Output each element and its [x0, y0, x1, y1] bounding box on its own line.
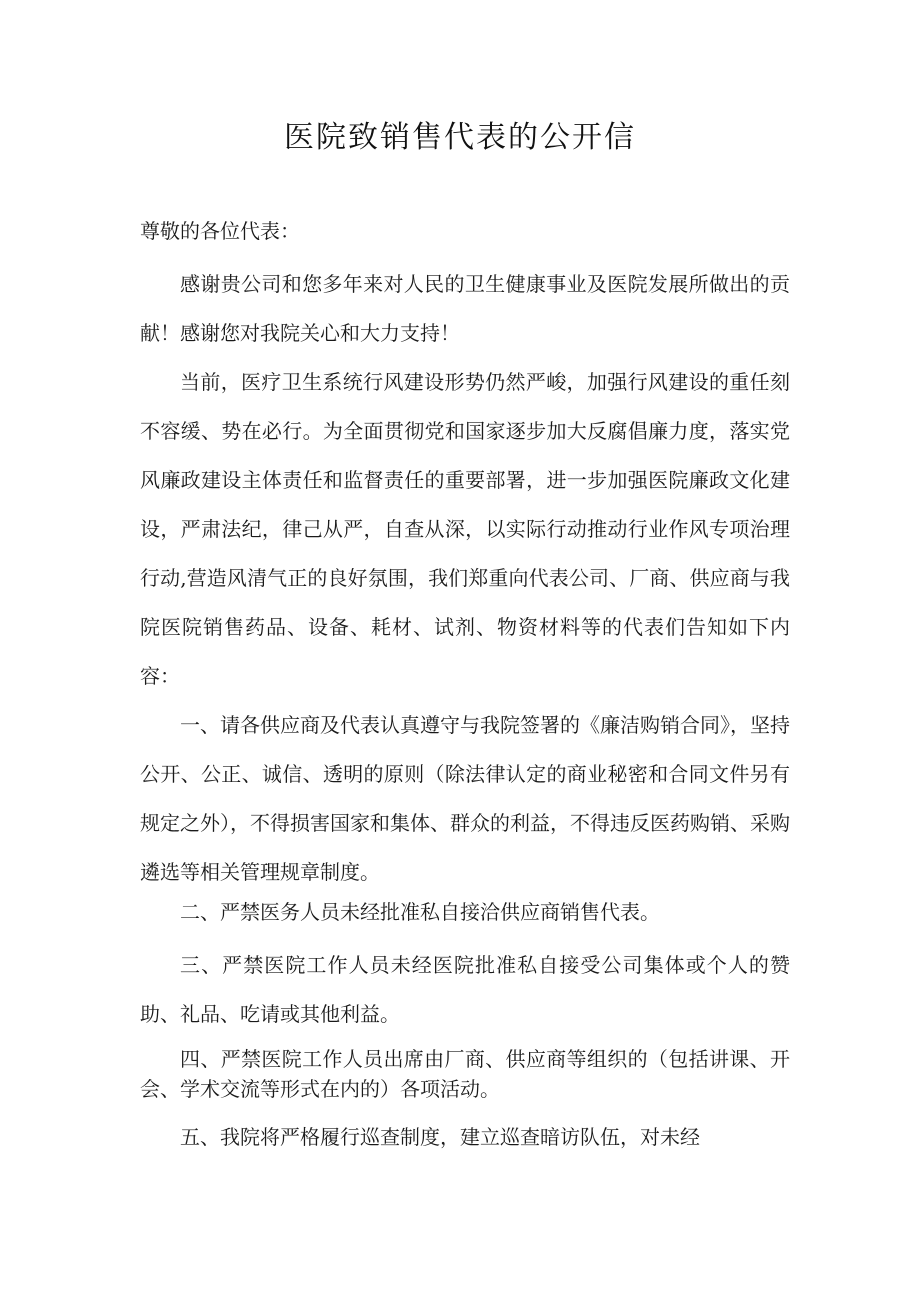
paragraph-item-5: 五、我院将严格履行巡查制度，建立巡查暗访队伍，对未经 [180, 1125, 700, 1149]
paragraph-item-1: 一、请各供应商及代表认真遵守与我院签署的《廉洁购销合同》，坚持公开、公正、诚信、透明的原则（除法律认定的商业秘密和合同文件另有规定之外），不得损害国家和集体、群众的利益，不得违反医药购销、采购遴选等相关管理规章制度。 [140, 713, 790, 884]
paragraph-item-3: 三、严禁医院工作人员未经医院批准私自接受公司集体或个人的赞助、礼品、吃请或其他利益。 [140, 953, 790, 1026]
paragraph-item-2: 二、严禁医务人员未经批准私自接洽供应商销售代表。 [180, 900, 660, 924]
paragraph-item-4: 四、严禁医院工作人员出席由厂商、供应商等组织的（包括讲课、开会、学术交流等形式在内的）各项活动。 [140, 1047, 790, 1101]
document-title: 医院致销售代表的公开信 [284, 120, 636, 155]
paragraph-background: 当前，医疗卫生系统行风建设形势仍然严峻，加强行风建设的重任刻不容缓、势在必行。为全面贯彻党和国家逐步加大反腐倡廉力度，落实党风廉政建设主体责任和监督责任的重要部署，进一步加强医院廉政文化建设，严肃法纪，律己从严，自查从深，以实际行动推动行业作风专项治理行动,营造风清气正的良好氛围，我们郑重向代表公司、厂商、供应商与我院医院销售药品、设备、耗材、试剂、物资材料等的代表们告知如下内容： [140, 370, 790, 688]
salutation: 尊敬的各位代表： [140, 219, 300, 243]
paragraph-thanks: 感谢贵公司和您多年来对人民的卫生健康事业及医院发展所做出的贡献！感谢您对我院关心和大力支持！ [140, 272, 790, 345]
